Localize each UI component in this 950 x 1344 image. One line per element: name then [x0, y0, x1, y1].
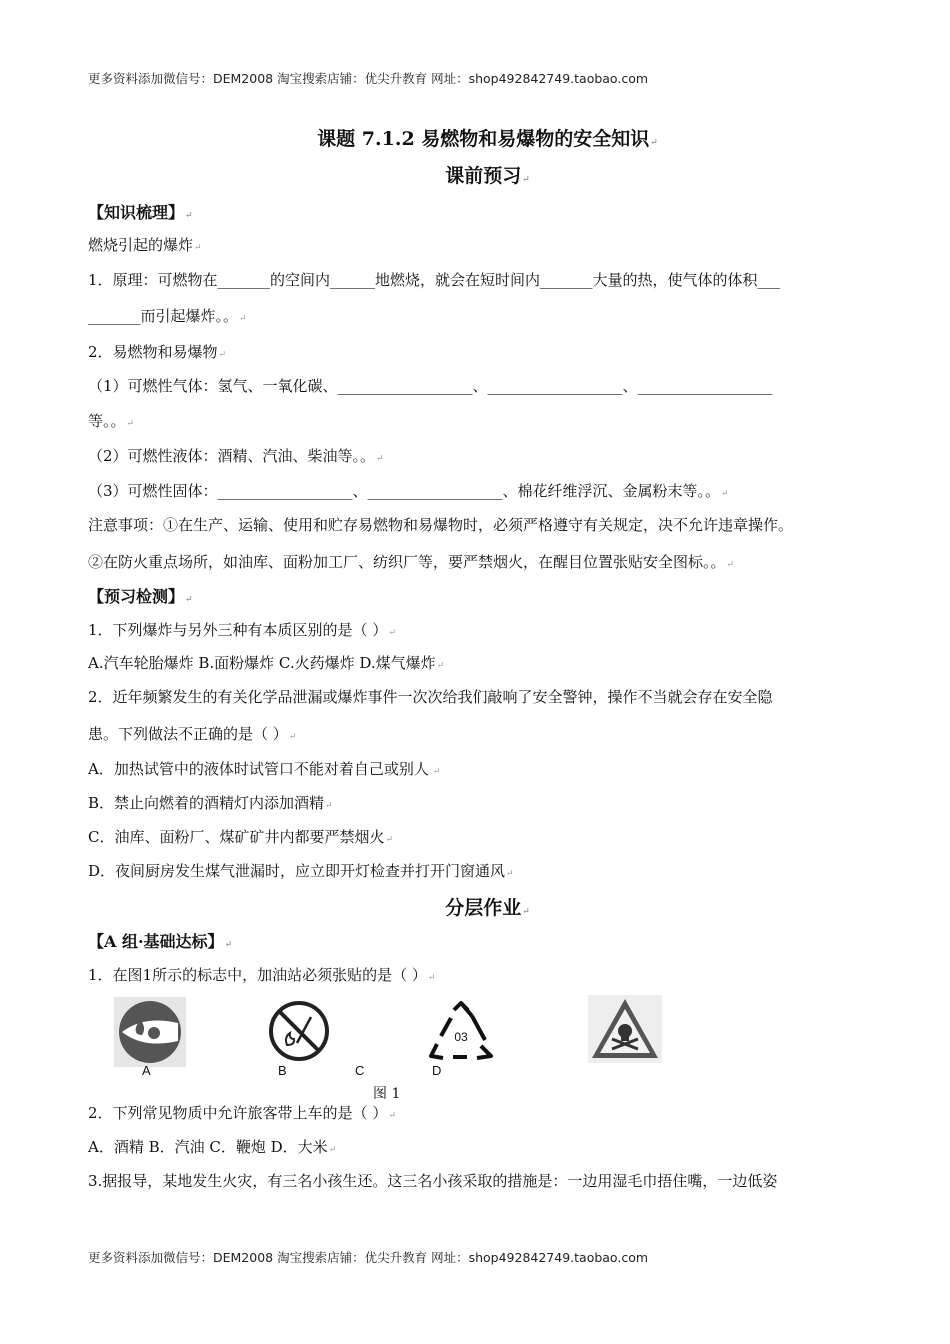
section-preview-check: 【预习检测】↵ — [88, 587, 193, 606]
figure-caption: 图 1 — [373, 1086, 401, 1102]
question-2: 2．近年频繁发生的有关化学品泄漏或爆炸事件一次次给我们敲响了安全警钟，操作不当就会存在安全隐 — [88, 688, 773, 706]
no-fire-icon — [267, 999, 331, 1067]
option-c: C．油库、面粉厂、煤矿矿井内都要严禁烟火↵ — [88, 828, 394, 846]
toxic-warning-icon — [588, 995, 662, 1067]
option-d: D．夜间厨房发生煤气泄漏时，应立即开灯检查并打开门窗通风↵ — [88, 862, 514, 880]
text-line: _______而引起爆炸。。↵ — [88, 307, 247, 325]
page-footer: 更多资料添加微信号：DEM2008 淘宝搜索店铺：优尖升教育 网址：shop492842749.taobao.com — [88, 1250, 649, 1265]
sign-a-icon — [114, 997, 186, 1071]
recycle-number: 03 — [454, 1030, 468, 1044]
option-b: B．禁止向燃着的酒精灯内添加酒精↵ — [88, 794, 333, 812]
text-line: 1．原理：可燃物在_______的空间内______地燃烧，就会在短时间内_______大量的热，使气体的体积___ — [88, 271, 781, 289]
question-a3: 3.据报导，某地发生火灾，有三名小孩生还。这三名小孩采取的措施是：一边用湿毛巾捂住嘴，一边低姿 — [88, 1172, 778, 1190]
question-a1: 1．在图1所示的标志中，加油站必须张贴的是（ ）↵ — [88, 966, 436, 984]
sign-label-d: D — [432, 1063, 442, 1078]
text-line: （3）可燃性固体：__________________、__________________、棉花纤维浮沉、金属粉末等。。↵ — [88, 482, 729, 500]
text-line: 注意事项：①在生产、运输、使用和贮存易燃物和易爆物时，必须严格遵守有关规定，决不允许违章操作。 — [88, 516, 794, 534]
section-knowledge: 【知识梳理】↵ — [88, 203, 193, 222]
question-a2: 2．下列常见物质中允许旅客带上车的是（ ）↵ — [88, 1104, 396, 1122]
text-line: （1）可燃性气体：氢气、一氧化碳、__________________、__________________、__________________ — [88, 377, 773, 395]
text-line: 等。。↵ — [88, 412, 135, 430]
text-line: （2）可燃性液体：酒精、汽油、柴油等。。↵ — [88, 447, 384, 465]
section-title-homework: 分层作业↵ — [445, 897, 530, 919]
text-line: 2．易燃物和易爆物↵ — [88, 343, 227, 361]
page-header: 更多资料添加微信号：DEM2008 淘宝搜索店铺：优尖升教育 网址：shop492842749.taobao.com — [88, 71, 649, 86]
sign-label-c: C — [355, 1063, 365, 1078]
page-subtitle: 课前预习↵ — [445, 165, 530, 187]
question-2-cont: 患。下列做法不正确的是（ ）↵ — [88, 725, 297, 743]
text-line: 燃烧引起的爆炸↵ — [88, 236, 202, 254]
recycle-icon — [427, 1000, 495, 1068]
sign-label-a: A — [142, 1063, 151, 1078]
option-a: A．加热试管中的液体时试管口不能对着自己或别人 ↵ — [88, 760, 441, 778]
text-line: ②在防火重点场所，如油库、面粉加工厂、纺织厂等，要严禁烟火，在醒目位置张贴安全图标。。↵ — [88, 553, 735, 571]
question-1: 1．下列爆炸与另外三种有本质区别的是（ ）↵ — [88, 621, 396, 639]
page-title: 课题 7.1.2 易燃物和易爆物的安全知识↵ — [317, 128, 658, 150]
sign-label-b: B — [278, 1063, 287, 1078]
section-group-a: 【A 组·基础达标】↵ — [88, 932, 233, 951]
question-1-options: A.汽车轮胎爆炸 B.面粉爆炸 C.火药爆炸 D.煤气爆炸↵ — [88, 654, 445, 672]
question-a2-options: A．酒精 B．汽油 C．鞭炮 D．大米↵ — [88, 1138, 337, 1156]
